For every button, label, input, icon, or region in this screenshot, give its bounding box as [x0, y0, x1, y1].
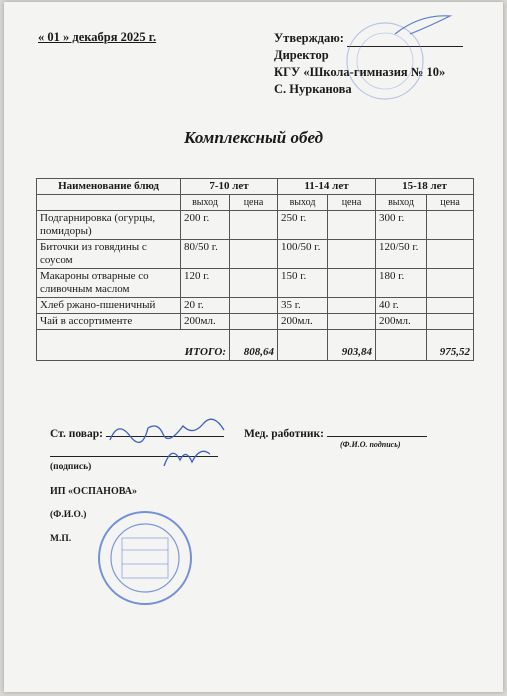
- dish-name: Биточки из говядины с соусом: [37, 240, 181, 269]
- page-title: Комплексный обед: [183, 128, 324, 147]
- fio-note: (Ф.И.О.): [50, 510, 87, 520]
- table-row: [37, 314, 474, 330]
- director-name: С. Нурканова: [274, 82, 352, 96]
- document-date: « 01 » декабря 2025 г.: [38, 30, 157, 44]
- table-row: [37, 269, 474, 298]
- dish-name: Макароны отварные со сливочным маслом: [37, 269, 181, 298]
- yield-cell: 200мл.: [181, 314, 230, 330]
- subheader-yield: выход: [278, 195, 328, 211]
- dish-name: Хлеб ржано-пшеничный: [37, 298, 181, 314]
- subheader-yield: выход: [181, 195, 230, 211]
- seal-place-label: М.П.: [50, 534, 72, 544]
- company-name: ИП «ОСПАНОВА»: [50, 486, 137, 497]
- yield-cell: 200мл.: [278, 314, 328, 330]
- price-cell: [427, 314, 474, 330]
- price-cell: [230, 240, 278, 269]
- company-seal: [90, 508, 200, 608]
- subheader-price: цена: [427, 195, 474, 211]
- price-cell: [328, 298, 376, 314]
- cook-label: Ст. повар:: [50, 428, 103, 440]
- price-cell: [328, 211, 376, 240]
- subheader-yield: выход: [376, 195, 427, 211]
- table-subheader-row: [37, 195, 474, 211]
- approve-label: Утверждаю:: [274, 31, 344, 45]
- price-cell: [230, 314, 278, 330]
- medic-signature-line: [327, 436, 427, 437]
- director-stamp-and-signature: [300, 6, 470, 101]
- yield-cell: 250 г.: [278, 211, 328, 240]
- header-age-11-14: 11-14 лет: [278, 179, 376, 195]
- yield-cell: 120 г.: [181, 269, 230, 298]
- header-age-15-18: 15-18 лет: [376, 179, 474, 195]
- yield-cell: 120/50 г.: [376, 240, 427, 269]
- table-header-row: [37, 179, 474, 195]
- total-15-18: 975,52: [427, 330, 474, 361]
- price-cell: [427, 211, 474, 240]
- director-position: Директор: [274, 48, 329, 62]
- yield-cell: 200 г.: [181, 211, 230, 240]
- yield-cell: 80/50 г.: [181, 240, 230, 269]
- price-cell: [427, 298, 474, 314]
- yield-cell: 300 г.: [376, 211, 427, 240]
- yield-cell: 20 г.: [181, 298, 230, 314]
- medic-fio-note: (Ф.И.О. подпись): [340, 440, 401, 449]
- subheader-price: цена: [328, 195, 376, 211]
- table-row: [37, 240, 474, 269]
- table-row: [37, 298, 474, 314]
- cook-sign-note: (подпись): [50, 462, 92, 472]
- subheader-price: цена: [230, 195, 278, 211]
- dish-name: Подгарнировка (огурцы, помидоры): [37, 211, 181, 240]
- medic-label: Мед. работник:: [244, 428, 324, 440]
- yield-cell: 40 г.: [376, 298, 427, 314]
- price-cell: [427, 269, 474, 298]
- subheader-empty: [37, 195, 181, 211]
- cook-handwritten-initials: [160, 440, 220, 470]
- yield-cell: 100/50 г.: [278, 240, 328, 269]
- total-spacer: [376, 330, 427, 361]
- dish-name: Чай в ассортименте: [37, 314, 181, 330]
- total-11-14: 903,84: [328, 330, 376, 361]
- price-cell: [328, 314, 376, 330]
- price-cell: [230, 269, 278, 298]
- yield-cell: 200мл.: [376, 314, 427, 330]
- total-row: [37, 330, 474, 361]
- price-cell: [328, 240, 376, 269]
- yield-cell: 35 г.: [278, 298, 328, 314]
- price-cell: [230, 211, 278, 240]
- yield-cell: 180 г.: [376, 269, 427, 298]
- total-label: ИТОГО:: [37, 330, 230, 361]
- price-cell: [230, 298, 278, 314]
- menu-table: [36, 178, 474, 361]
- price-cell: [427, 240, 474, 269]
- medic-signature-row: [244, 428, 427, 440]
- organization-name: КГУ «Школа-гимназия № 10»: [274, 65, 446, 79]
- header-age-7-10: 7-10 лет: [181, 179, 278, 195]
- yield-cell: 150 г.: [278, 269, 328, 298]
- total-7-10: 808,64: [230, 330, 278, 361]
- total-spacer: [278, 330, 328, 361]
- table-row: [37, 211, 474, 240]
- price-cell: [328, 269, 376, 298]
- header-dish-name: Наименование блюд: [37, 179, 181, 195]
